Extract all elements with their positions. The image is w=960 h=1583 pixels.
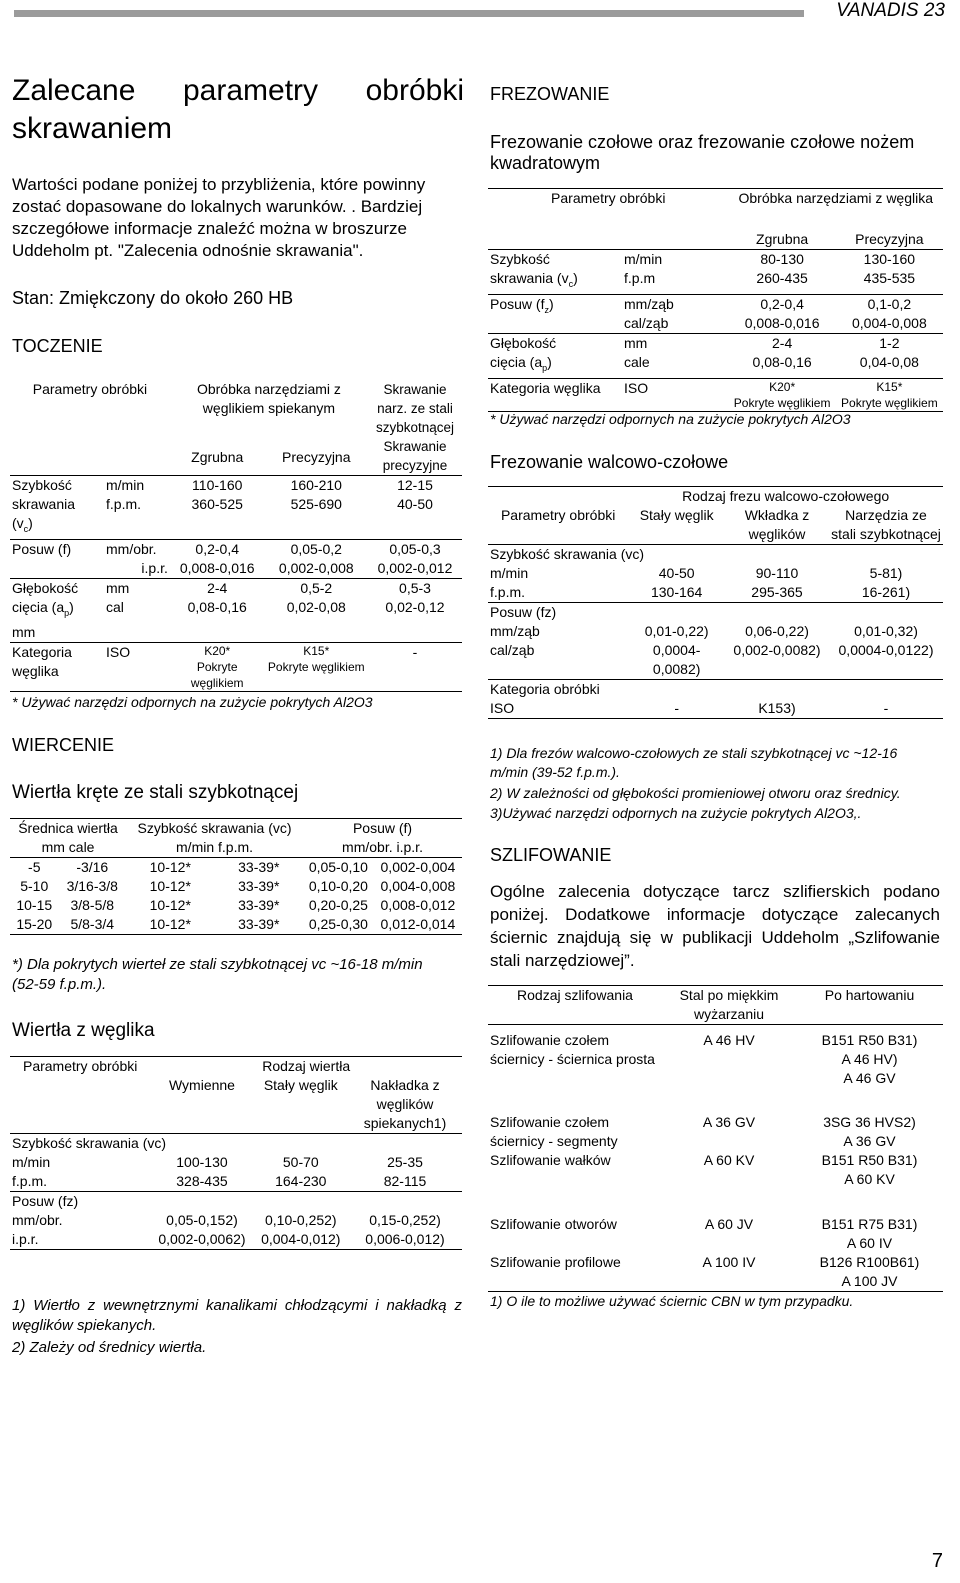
brand-title: VANADIS 23 bbox=[836, 0, 945, 21]
v: 100-130 bbox=[176, 1154, 228, 1170]
row-speed-label: Szybkość skrawania $(v_c)$ bbox=[12, 477, 76, 534]
u: m/min bbox=[106, 477, 145, 493]
cell bbox=[829, 622, 943, 680]
grinding-heading: SZLIFOWANIE bbox=[490, 845, 612, 865]
unit bbox=[10, 1153, 150, 1192]
v: 0,05-0,3 bbox=[389, 540, 441, 557]
carbide-drill-table bbox=[10, 1056, 462, 1250]
face-mill-title: Frezowanie czołowe oraz frezowanie czołowe nożem kwadratowym bbox=[490, 132, 915, 173]
cell: Szlifowanie czołem ściernicy - segmenty bbox=[490, 1113, 618, 1149]
page-title-cont: skrawaniem bbox=[12, 112, 173, 145]
cell bbox=[729, 378, 836, 411]
cell: 3/16-3/8 bbox=[66, 878, 118, 894]
u: mm/ząb bbox=[624, 295, 674, 312]
feed-label: Posuw (fz) bbox=[12, 1193, 79, 1209]
table-row bbox=[488, 1025, 943, 1113]
page-number: 7 bbox=[931, 1550, 943, 1572]
v2: Pokryte węglikiem bbox=[841, 395, 938, 410]
v: 0,01-0,22) bbox=[644, 623, 709, 639]
u2: cal/ząb bbox=[490, 642, 535, 658]
cell: B151 R75 B31) A 60 IV bbox=[821, 1215, 918, 1251]
carbide-fn2: 2) Zależy od średnicy wiertła. bbox=[12, 1339, 207, 1356]
v2: 260-435 bbox=[756, 270, 808, 286]
v2: 164-230 bbox=[275, 1173, 327, 1189]
cell: 0,10-0,20 bbox=[308, 878, 368, 894]
cell: B151 R50 B31) A 46 HV) A 46 GV bbox=[821, 1032, 918, 1086]
state-text: Stan: Zmiękczony do około 260 HB bbox=[12, 288, 294, 308]
th-feed: Posuw (f) bbox=[352, 820, 413, 836]
cell: A 46 HV bbox=[703, 1032, 755, 1048]
v2: 525-690 bbox=[290, 496, 342, 512]
cell: A 60 KV bbox=[703, 1151, 755, 1168]
v: 80-130 bbox=[760, 251, 804, 267]
row-feed-unit bbox=[104, 539, 170, 578]
cell bbox=[368, 539, 462, 578]
cell bbox=[729, 294, 836, 333]
cell: 3SG 36 HVS2) A 36 GV bbox=[823, 1113, 916, 1149]
cell bbox=[836, 378, 943, 411]
cell: 0,05-0,10 bbox=[308, 859, 368, 875]
v: 40-50 bbox=[658, 565, 695, 581]
cell bbox=[265, 578, 368, 642]
cell: A 60 JV bbox=[704, 1215, 754, 1232]
grinding-table bbox=[488, 985, 943, 1292]
turning-heading: TOCZENIE bbox=[12, 336, 103, 356]
row-label: Głębokość cięcia $(a_p)$ bbox=[490, 334, 557, 373]
unit: ISO bbox=[624, 379, 649, 396]
table-row bbox=[488, 1151, 943, 1215]
u: mm/obr. bbox=[12, 1212, 63, 1228]
v2: 0,0004-0,0122) bbox=[838, 642, 934, 658]
v: K20* bbox=[204, 643, 231, 658]
cell bbox=[368, 476, 462, 540]
row-label: Posuw $(f_z)$ bbox=[490, 295, 554, 315]
cell: 15-20 bbox=[16, 916, 53, 932]
cell: 0,20-0,25 bbox=[308, 897, 368, 913]
cell bbox=[368, 578, 462, 642]
cell: 0,008-0,012 bbox=[380, 897, 456, 913]
col-hss: Narzędzia ze stali szybkotnącej bbox=[831, 507, 941, 542]
v2: 0,02-0,12 bbox=[385, 598, 445, 615]
cell bbox=[170, 539, 265, 578]
row-speed-unit bbox=[104, 476, 170, 540]
v: 160-210 bbox=[290, 477, 342, 493]
th-params: Parametry obróbki bbox=[500, 507, 616, 523]
u2: cale bbox=[624, 353, 650, 370]
cell: 5/8-3/4 bbox=[70, 916, 115, 932]
end-mill-table bbox=[488, 486, 943, 719]
u: mm bbox=[106, 579, 130, 596]
v2: Pokryte węglikiem bbox=[190, 659, 244, 690]
u2: i.p.r. bbox=[12, 1231, 39, 1247]
v2: 0,002-0,0062) bbox=[158, 1231, 246, 1247]
col-solid: Stały węglik bbox=[639, 507, 714, 523]
v: 0,2-0,4 bbox=[195, 540, 240, 557]
end-fn1: 1) Dla frezów walcowo-czołowych ze stali szybkotnącej vc ~12-16 m/min (39-52 f.p.m.). bbox=[490, 745, 898, 780]
v: 0,06-0,22) bbox=[745, 623, 809, 639]
v: K20* bbox=[769, 379, 796, 394]
v: 2-4 bbox=[772, 334, 793, 351]
v: 0,2-0,4 bbox=[760, 295, 804, 312]
v: 0,5-3 bbox=[399, 579, 431, 596]
v2: 0,008-0,016 bbox=[179, 559, 255, 576]
v: 0,05-0,152) bbox=[166, 1212, 238, 1228]
face-mill-table bbox=[488, 188, 943, 412]
cell bbox=[628, 564, 725, 603]
v2: Pokryte węglikiem bbox=[267, 659, 365, 674]
cell bbox=[265, 476, 368, 540]
cell bbox=[150, 1153, 253, 1192]
v2: 0,04-0,08 bbox=[859, 353, 919, 370]
v: 0,05-0,2 bbox=[290, 540, 342, 557]
cell bbox=[836, 294, 943, 333]
v: 130-160 bbox=[863, 251, 916, 267]
col-solid: Stały węglik bbox=[263, 1077, 338, 1093]
cell: - bbox=[412, 643, 418, 660]
unit bbox=[622, 333, 729, 378]
end-fn2: 2) W zależności od głębokości promieniowej otworu oraz średnicy. bbox=[490, 785, 901, 801]
v: 0,1-0,2 bbox=[867, 295, 912, 312]
cell bbox=[170, 476, 265, 540]
unit bbox=[488, 622, 628, 680]
col-brazed: Nakładka z węglików spiekanych1) bbox=[363, 1077, 447, 1131]
th-params: Parametry obróbki bbox=[22, 1058, 138, 1074]
th-type: Rodzaj frezu walcowo-czołowego bbox=[682, 488, 890, 504]
cell: - bbox=[883, 700, 889, 716]
v: K15* bbox=[303, 643, 330, 658]
table-row bbox=[10, 896, 462, 915]
cell: B151 R50 B31) A 60 KV bbox=[821, 1151, 918, 1187]
u2: f.p.m bbox=[624, 270, 656, 286]
table-row bbox=[488, 1215, 943, 1253]
v2: 0,006-0,012) bbox=[365, 1231, 445, 1247]
cell: Szlifowanie otworów bbox=[490, 1215, 617, 1232]
row-depth-unit bbox=[104, 578, 170, 642]
cell: 0,002-0,004 bbox=[380, 859, 456, 875]
v: 12-15 bbox=[397, 477, 433, 493]
grinding-intro: Ogólne zalecenia dotyczące tarcz szlifierskich podano poniżej. Dodatkowe informacje dotyczące zalecanych ściernic znajdują się w publikacji Uddeholm „Szlifowanie stali narzędziowej”. bbox=[490, 882, 940, 970]
cell: -5 bbox=[28, 859, 41, 875]
v2: 40-50 bbox=[397, 496, 433, 512]
unit bbox=[488, 564, 628, 603]
v2: 0,02-0,08 bbox=[286, 598, 346, 615]
v: 110-160 bbox=[192, 477, 243, 493]
th-soft: Stal po miękkim wyżarzaniu bbox=[679, 987, 779, 1022]
cell: 33-39* bbox=[238, 878, 280, 894]
row-label: Kategoria węglika bbox=[490, 379, 601, 396]
v2: Pokryte węglikiem bbox=[733, 395, 831, 410]
th-fine: Precyzyjna bbox=[855, 231, 924, 247]
v: 50-70 bbox=[282, 1154, 319, 1170]
v2: 0,004-0,012) bbox=[261, 1231, 341, 1247]
cell: 33-39* bbox=[238, 897, 280, 913]
cell: 10-12* bbox=[149, 897, 191, 913]
cell bbox=[729, 250, 836, 295]
th-type: Rodzaj wiertła bbox=[262, 1058, 351, 1074]
intro-text: Wartości podane poniżej to przybliżenia, które powinny zostać dopasowane do lokalnych warunków. . Bardziej szczegółowe informacje znaleźć można w broszurze Uddeholm pt. "Zalecenia odnośnie skrawania". bbox=[12, 175, 426, 260]
cell: -3/16 bbox=[76, 859, 109, 875]
th-carbide: Obróbka narzędziami z węglikiem spiekanym bbox=[196, 381, 341, 416]
u2: f.p.m. bbox=[12, 1173, 48, 1189]
table-row bbox=[488, 1253, 943, 1292]
left-column bbox=[12, 72, 464, 148]
hss-drill-note: *) Dla pokrytych wierteł ze stali szybkotnącej vc ~16-18 m/min (52-59 f.p.m.). bbox=[12, 956, 423, 993]
v2: 0,002-0,012 bbox=[377, 559, 453, 576]
turning-note: * Używać narzędzi odpornych na zużycie pokrytych Al2O3 bbox=[12, 694, 373, 710]
cell bbox=[836, 250, 943, 295]
turning-table bbox=[10, 380, 462, 692]
end-mill-title: Frezowanie walcowo-czołowe bbox=[490, 452, 729, 472]
u-feed: mm/obr. i.p.r. bbox=[342, 839, 423, 855]
th-hss bbox=[368, 380, 462, 476]
v2: 435-535 bbox=[863, 270, 916, 286]
cell: 10-12* bbox=[149, 859, 191, 875]
cell bbox=[150, 1211, 253, 1250]
v: 2-4 bbox=[207, 579, 228, 596]
cell bbox=[729, 333, 836, 378]
v2: 328-435 bbox=[176, 1173, 228, 1189]
cell bbox=[348, 1153, 462, 1192]
th-type: Rodzaj szlifowania bbox=[517, 987, 633, 1003]
v: K15* bbox=[876, 379, 903, 394]
v2: 0,002-0,008 bbox=[278, 559, 354, 576]
unit bbox=[10, 1211, 150, 1250]
u: mm bbox=[624, 334, 648, 351]
u2: f.p.m. bbox=[106, 496, 142, 512]
cell: 10-15 bbox=[16, 897, 53, 913]
cell: 33-39* bbox=[238, 859, 280, 875]
row-feed-label: Posuw (f) bbox=[12, 540, 72, 557]
v2: 82-115 bbox=[383, 1173, 427, 1189]
cell: A 100 IV bbox=[702, 1253, 756, 1270]
v2: 16-261) bbox=[861, 584, 911, 600]
cell bbox=[725, 564, 829, 603]
u-speed: m/min f.p.m. bbox=[176, 839, 254, 855]
unit bbox=[622, 294, 729, 333]
v2: 0,0004-0,0082) bbox=[652, 642, 701, 677]
cell bbox=[265, 539, 368, 578]
hss-drill-title: Wiertła kręte ze stali szybkotnącej bbox=[12, 782, 299, 803]
unit: ISO bbox=[490, 700, 515, 716]
th-hard: Po hartowaniu bbox=[824, 987, 915, 1003]
th-hss-fine: Skrawanie precyzyjne bbox=[382, 439, 448, 473]
v: 1-2 bbox=[879, 334, 900, 351]
th-params: Parametry obróbki bbox=[32, 381, 148, 397]
feed-label: Posuw (fz) bbox=[490, 604, 557, 620]
cell bbox=[628, 622, 725, 680]
u2: f.p.m. bbox=[490, 584, 526, 600]
cat-label: Kategoria obróbki bbox=[490, 681, 600, 697]
th-rough: Zgrubna bbox=[191, 448, 244, 465]
page-title: Zalecane parametry obróbki bbox=[12, 74, 464, 107]
cell: 0,25-0,30 bbox=[308, 916, 368, 932]
v: 5-81) bbox=[869, 565, 903, 581]
u: m/min bbox=[624, 251, 663, 267]
u-dia: mm cale bbox=[41, 839, 95, 855]
v2: 0,008-0,016 bbox=[744, 314, 820, 331]
th-carbide: Obróbka narzędziami z węglika bbox=[738, 190, 934, 206]
v2: 0,08-0,16 bbox=[752, 353, 812, 370]
v2: 295-365 bbox=[751, 584, 803, 600]
u: mm/obr. bbox=[106, 540, 157, 557]
grinding-fn: 1) O ile to możliwe używać ściernic CBN w tym przypadku. bbox=[490, 1293, 854, 1309]
milling-heading: FREZOWANIE bbox=[490, 84, 610, 104]
row-label: Szybkość skrawania $(v_c)$ bbox=[490, 251, 578, 289]
cell: 33-39* bbox=[238, 916, 280, 932]
v2: 130-164 bbox=[650, 584, 703, 600]
v2: 0,002-0,0082) bbox=[733, 642, 821, 658]
u2: i.p.r. bbox=[141, 559, 168, 576]
face-note: * Używać narzędzi odpornych na zużycie pokrytych Al2O3 bbox=[490, 411, 851, 427]
carbide-fn1: 1) Wiertło z wewnętrznymi kanalikami chłodzącymi i nakładką z węglików spiekanych. bbox=[12, 1297, 462, 1334]
v2: 0,08-0,16 bbox=[187, 598, 247, 615]
cell bbox=[725, 622, 829, 680]
table-row bbox=[10, 915, 462, 935]
cell bbox=[829, 564, 943, 603]
cell: 5-10 bbox=[20, 878, 49, 894]
cell bbox=[254, 1211, 348, 1250]
cell: 10-12* bbox=[149, 916, 191, 932]
cell bbox=[254, 1153, 348, 1192]
cell: 0,012-0,014 bbox=[380, 916, 456, 932]
cell bbox=[348, 1211, 462, 1250]
u: m/min bbox=[12, 1154, 51, 1170]
u2: cal bbox=[106, 598, 124, 615]
th-params: Parametry obróbki bbox=[551, 190, 666, 206]
cell bbox=[170, 642, 265, 691]
hss-drill-table bbox=[10, 818, 462, 935]
cell: K153) bbox=[758, 700, 796, 716]
row-cat-label: Kategoria węglika bbox=[12, 643, 72, 679]
v: 0,5-2 bbox=[300, 579, 333, 596]
cell: - bbox=[674, 700, 679, 716]
end-fn3: 3)Używać narzędzi odpornych na zużycie pokrytych Al2O3,. bbox=[490, 805, 862, 821]
v2: 0,004-0,008 bbox=[852, 314, 927, 331]
cell: Szlifowanie czołem ściernicy - ściernica prosta bbox=[490, 1032, 655, 1067]
table-row bbox=[10, 858, 462, 878]
carbide-drill-title: Wiertła z węglika bbox=[12, 1020, 155, 1041]
drilling-heading: WIERCENIE bbox=[12, 735, 115, 755]
u2: cal/ząb bbox=[624, 314, 669, 331]
cell: Szlifowanie wałków bbox=[490, 1151, 611, 1168]
v: 0,10-0,252) bbox=[264, 1212, 337, 1228]
v: 0,01-0,32) bbox=[854, 623, 918, 639]
cell: 10-12* bbox=[149, 878, 191, 894]
cell: B126 R100B61) A 100 JV bbox=[819, 1253, 920, 1289]
th-rough: Zgrubna bbox=[756, 231, 809, 247]
cell bbox=[170, 578, 265, 642]
u: mm/ząb bbox=[490, 623, 540, 639]
cell bbox=[265, 642, 368, 691]
table-row bbox=[488, 1113, 943, 1151]
th-hss-label: Skrawanie narz. ze stali szybkotnącej bbox=[375, 382, 455, 435]
th-dia: Średnica wiertła bbox=[18, 820, 118, 836]
cell: 3/8-5/8 bbox=[70, 897, 115, 913]
row-depth-label: Głębokość cięcia $(a_p)$ mm bbox=[12, 579, 79, 640]
table-row bbox=[10, 877, 462, 896]
v: 25-35 bbox=[387, 1154, 423, 1170]
speed-label: Szybkość skrawania (vc) bbox=[12, 1135, 167, 1151]
th-fine: Precyzyjna bbox=[282, 448, 351, 465]
cell bbox=[836, 333, 943, 378]
speed-label: Szybkość skrawania (vc) bbox=[490, 546, 645, 562]
cell: A 36 GV bbox=[702, 1113, 756, 1130]
header-bar bbox=[14, 10, 804, 17]
v: 90-110 bbox=[755, 565, 799, 581]
unit bbox=[622, 250, 729, 295]
u: m/min bbox=[490, 565, 529, 581]
v2: 360-525 bbox=[191, 496, 243, 512]
cell: Szlifowanie profilowe bbox=[490, 1253, 621, 1270]
col-replaceable: Wymienne bbox=[168, 1077, 235, 1093]
cell: 0,004-0,008 bbox=[380, 878, 456, 894]
col-insert: Wkładka z węglików bbox=[744, 507, 810, 542]
v: 0,15-0,252) bbox=[369, 1212, 441, 1228]
row-cat-unit: ISO bbox=[106, 643, 131, 660]
th-speed: Szybkość skrawania (vc) bbox=[137, 820, 292, 836]
